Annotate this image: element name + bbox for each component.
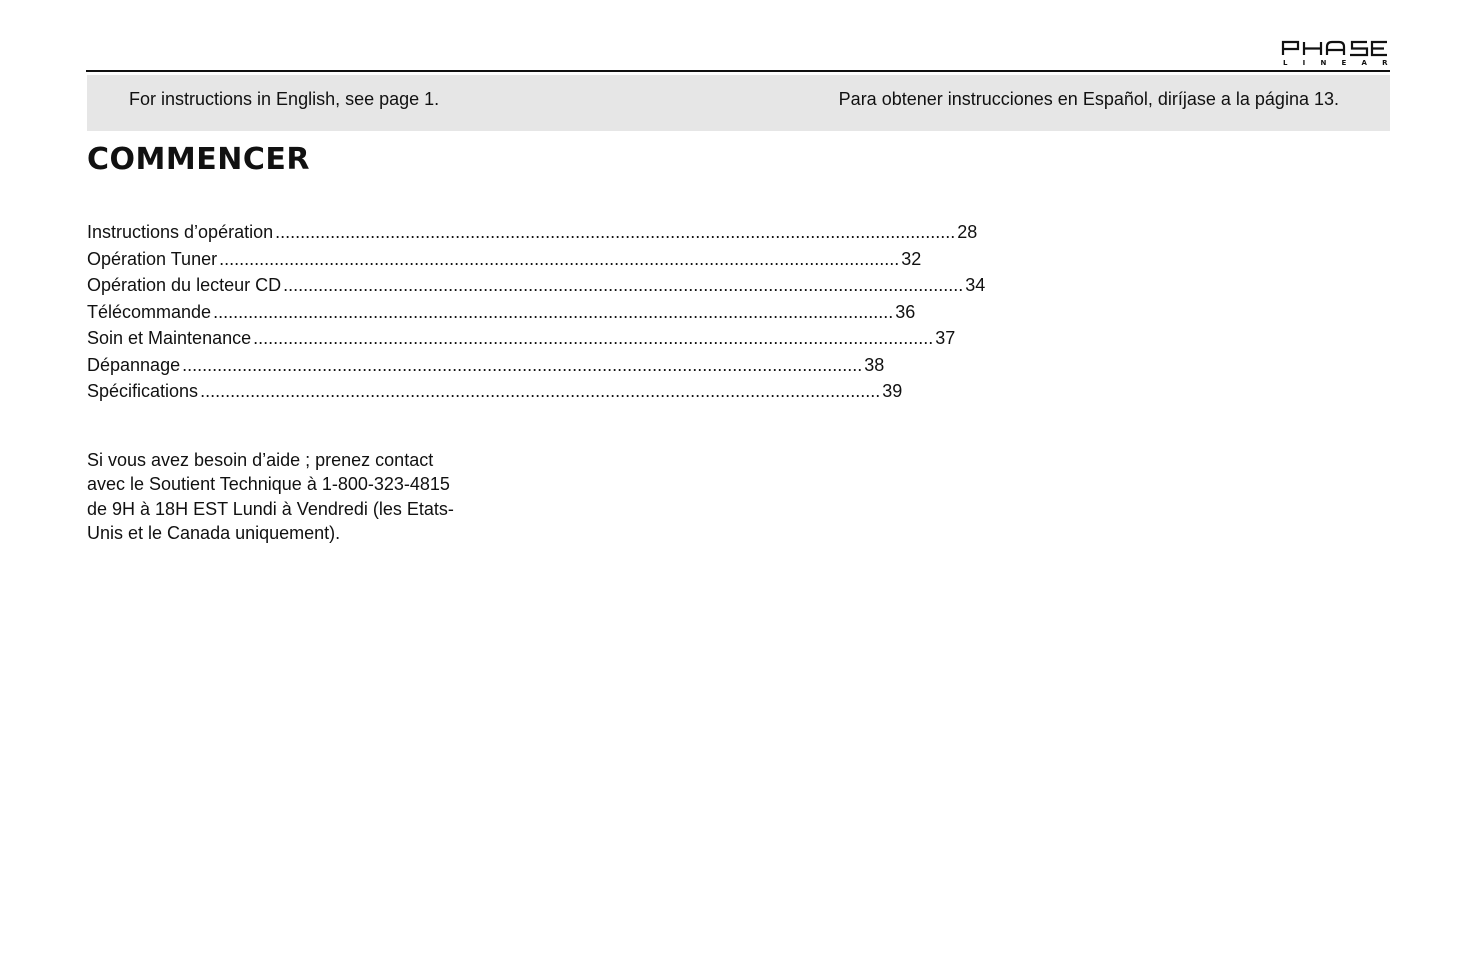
toc-item-label: Opération du lecteur CD [87, 275, 282, 295]
toc-item [87, 219, 978, 246]
toc-item-label: Opération Tuner [87, 248, 218, 269]
toc-item-label: Soin et Maintenance [87, 328, 252, 348]
support-line: avec le Soutient Technique à 1-800-323-4815 [87, 474, 450, 495]
toc-item [87, 246, 922, 273]
support-line: Unis et le Canada uniquement). [87, 522, 341, 543]
toc-leader-dots [200, 378, 880, 405]
toc-item-page: 39 [882, 381, 903, 401]
header-rule [86, 70, 1390, 72]
language-banner [87, 75, 1390, 131]
toc-item [87, 272, 986, 299]
toc-leader-dots [283, 272, 963, 299]
svg-text:LINEAR: LINEAR [1283, 59, 1403, 67]
toc-leader-dots [182, 352, 862, 379]
toc-leader-dots [253, 325, 933, 352]
toc-item-page: 28 [957, 222, 978, 242]
support-line: de 9H à 18H EST Lundi à Vendredi (les Etats- [87, 498, 454, 519]
toc-item [87, 352, 885, 379]
phase-linear-logo-icon [1280, 39, 1403, 67]
table-of-contents [87, 219, 986, 405]
toc-leader-dots [275, 219, 955, 246]
toc-item-label: Télécommande [87, 301, 212, 322]
toc-item-page: 32 [901, 248, 922, 269]
toc-item [87, 325, 956, 352]
toc-item-label: Dépannage [87, 354, 181, 375]
toc-item [87, 299, 916, 326]
spanish-instructions-note: Para obtener instrucciones en Español, diríjase a la página 13. [838, 89, 1339, 109]
toc-item-page: 37 [935, 328, 956, 348]
toc-item-page: 36 [895, 301, 916, 322]
page-title: COMMENCER [87, 142, 310, 177]
toc-item-label: Instructions d’opération [87, 222, 274, 242]
toc-item-page: 38 [864, 354, 885, 375]
toc-item-label: Spécifications [87, 381, 199, 401]
toc-leader-dots [219, 246, 899, 273]
phase-linear-logo [1280, 39, 1403, 67]
toc-item-page: 34 [965, 275, 986, 295]
support-line: Si vous avez besoin d’aide ; prenez contact [87, 450, 434, 470]
toc-item [87, 378, 903, 405]
english-instructions-note: For instructions in English, see page 1. [129, 89, 440, 109]
toc-leader-dots [213, 299, 893, 326]
support-contact-paragraph [87, 448, 487, 545]
